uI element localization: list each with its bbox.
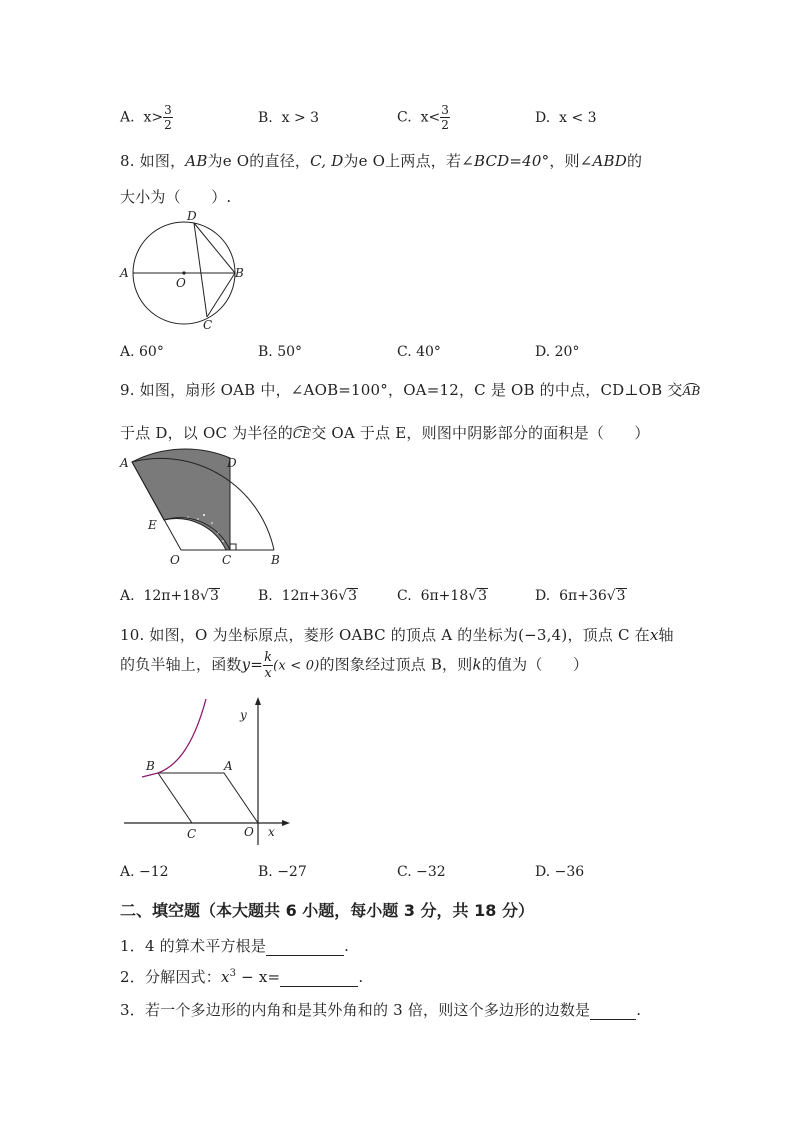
- section2-heading: 二、填空题（本大题共 6 小题，每小题 3 分，共 18 分）: [120, 901, 534, 920]
- q10-label-x: x: [268, 825, 275, 839]
- q9-option-d: D. 6π+36√3: [535, 588, 626, 604]
- q9-option-b: B. 12π+36√3: [258, 588, 358, 604]
- q9-label-a: A: [120, 456, 129, 470]
- q8-label-b: B: [235, 266, 244, 280]
- answer-blank-1[interactable]: [266, 937, 344, 956]
- q8-option-d: D. 20°: [535, 344, 580, 360]
- q8-stem-line1: 8. 如图，AB为e O的直径，C, D为e O上两点，若∠BCD=40°，则∠ABD的: [120, 152, 643, 170]
- q7-option-b: B. x > 3: [258, 110, 320, 126]
- q7-c-fraction: $\frac{3}{2}$: [441, 103, 449, 132]
- fill-question-2: 2．分解因式：$x^3 - x=$ .: [120, 968, 364, 986]
- q9-option-c: C. 6π+18√3: [397, 588, 488, 604]
- q10-option-d: D. −36: [535, 864, 585, 880]
- q8-label-c: C: [203, 318, 213, 332]
- q9-label-b: B: [271, 553, 280, 567]
- q10-stem-line1: 10. 如图，O 为坐标原点，菱形 OABC 的顶点 A 的坐标为(−3,4)，顶点 C 在x轴: [120, 626, 674, 644]
- q10-label-c: C: [187, 827, 197, 841]
- q10-label-y: y: [240, 708, 247, 722]
- q8-label-o: O: [176, 276, 186, 290]
- q10-fraction: $\frac{k}{x}$: [264, 650, 273, 681]
- q9-stem-line1: 9. 如图，扇形 OAB 中，∠AOB=100°，OA=12，C 是 OB 的中点，CD⊥OB 交AB: [120, 381, 701, 399]
- q8-option-b: B. 50°: [258, 344, 303, 360]
- q10-label-b: B: [146, 759, 155, 773]
- q10-option-a: A. −12: [120, 864, 169, 880]
- q7-a-fraction: $\frac{3}{2}$: [164, 103, 172, 132]
- q10-label-a: A: [224, 759, 233, 773]
- q10-coordinate-figure: [124, 695, 299, 847]
- q8-stem-line2: 大小为（ ）.: [120, 188, 232, 206]
- q9-sector-figure: [118, 453, 293, 568]
- q10-option-b: B. −27: [258, 864, 307, 880]
- q8-option-a: A. 60°: [120, 344, 164, 360]
- q9-label-e: E: [148, 518, 157, 532]
- q10-hyperbola-curve: [158, 699, 206, 773]
- fill-question-3: 3．若一个多边形的内角和是其外角和的 3 倍，则这个多边形的边数是 .: [120, 1001, 642, 1019]
- q8-label-d: D: [187, 209, 197, 223]
- q7-option-a: A. x> $\frac{3}{2}$: [120, 103, 172, 132]
- q10-label-o: O: [244, 825, 254, 839]
- q8-label-a: A: [120, 266, 129, 280]
- q7-option-d: D. x < 3: [535, 110, 597, 126]
- q9-arc-ce: CE: [292, 427, 312, 441]
- answer-blank-3[interactable]: [590, 1001, 636, 1020]
- q10-stem-line2: 的负半轴上，函数y= $\frac{k}{x}$ (x < 0)的图象经过顶点 B，则k的值为（ ）: [120, 650, 589, 681]
- answer-blank-2[interactable]: [280, 968, 358, 987]
- q9-option-a: A. 12π+18√3: [120, 588, 219, 604]
- q10-option-c: C. −32: [397, 864, 446, 880]
- q9-arc-ab: AB: [682, 384, 701, 398]
- q9-stem-line2: 于点 D，以 OC 为半径的CE交 OA 于点 E，则图中阴影部分的面积是（ ）: [120, 424, 650, 442]
- q9-label-d: D: [227, 456, 237, 470]
- q8-circle-figure: [118, 205, 258, 335]
- q8-option-c: C. 40°: [397, 344, 441, 360]
- q9-label-c: C: [222, 553, 232, 567]
- fill-question-1: 1．4 的算术平方根是 .: [120, 937, 350, 955]
- q9-label-o: O: [170, 553, 180, 567]
- q7-option-c: C. x< $\frac{3}{2}$: [397, 103, 449, 132]
